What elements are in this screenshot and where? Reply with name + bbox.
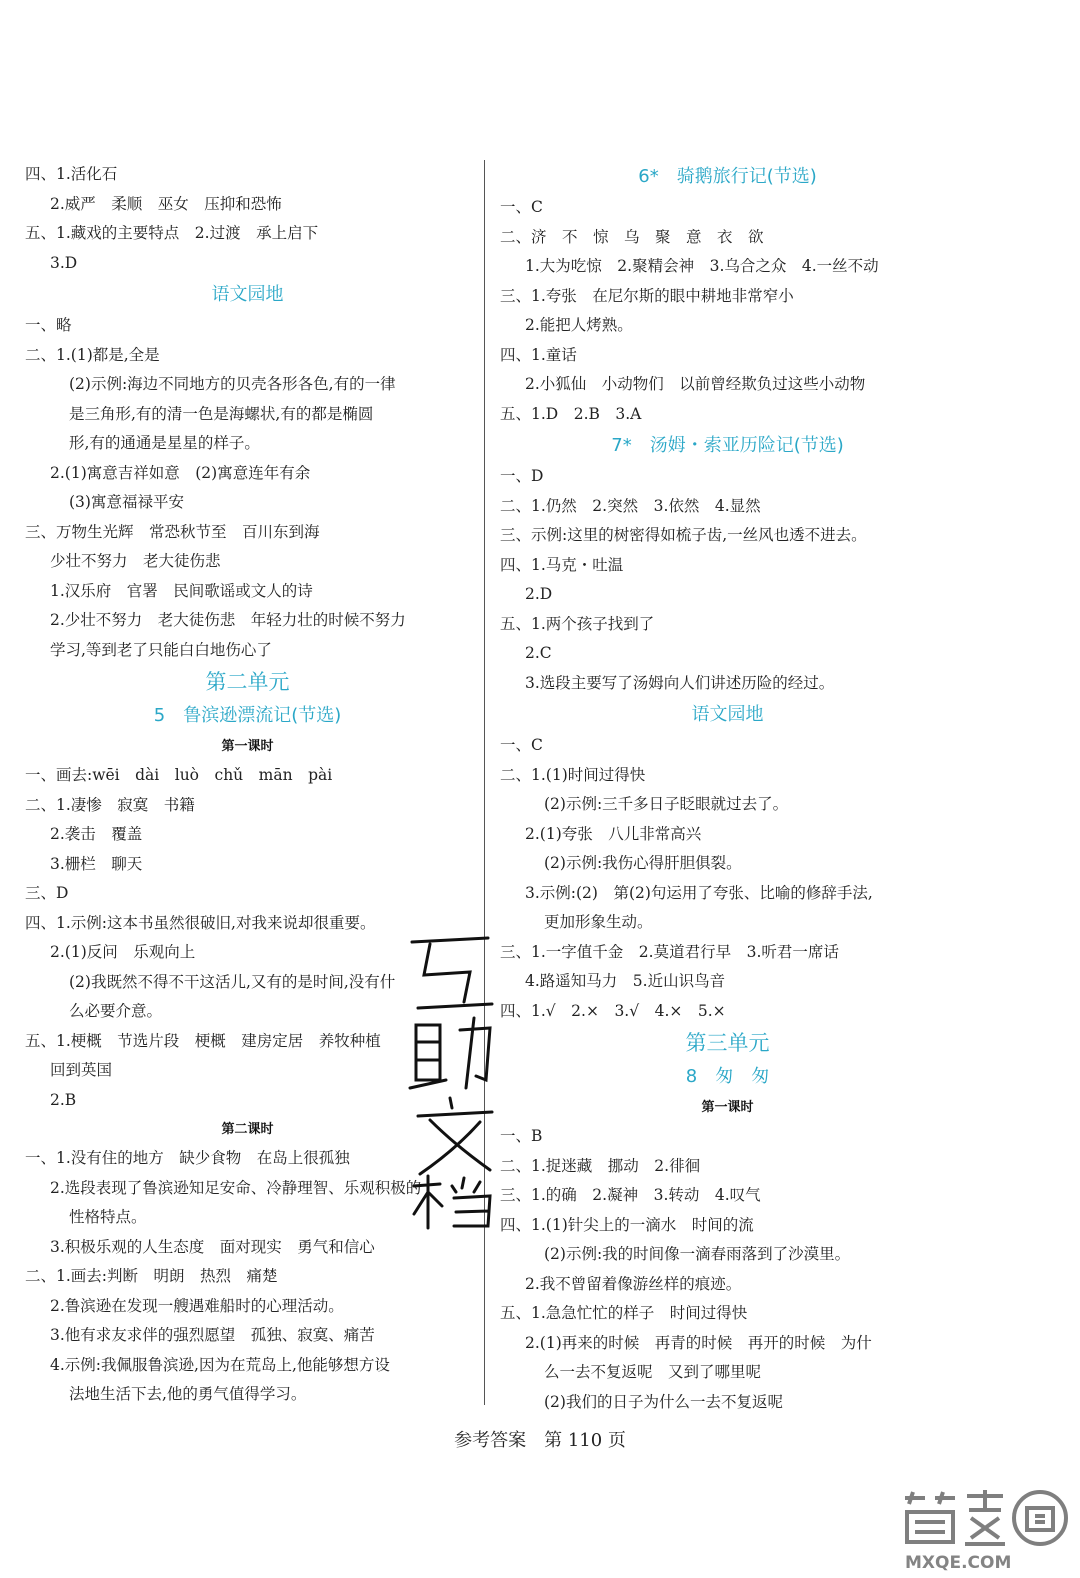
left-answer-line: 一、略 [25, 316, 72, 334]
left-answer-line: 五、1.藏戏的主要特点 2.过渡 承上启下 [25, 224, 319, 242]
left-section-heading: 语文园地 [211, 284, 284, 305]
right-answer-line: 五、1.急急忙忙的样子 时间过得快 [500, 1304, 748, 1322]
right-answer-line: 二、1.(1)时间过得快 [500, 765, 646, 784]
left-answer-line: 是三角形,有的清一色是海螺状,有的都是椭圆 [69, 404, 374, 423]
left-answer-line: 二、1.凄惨 寂寞 书籍 [25, 795, 195, 814]
right-answer-line: 四、1.√ 2.× 3.√ 4.× 5.× [500, 1001, 726, 1020]
right-answer-line: 2.我不曾留着像游丝样的痕迹。 [525, 1274, 742, 1293]
left-answer-line: 性格特点。 [69, 1208, 147, 1226]
left-answer-line: 三、D [25, 884, 69, 902]
right-section-heading: 7* 汤姆・索亚历险记(节选) [611, 435, 844, 456]
right-answer-line: 更加形象生动。 [544, 913, 653, 931]
right-answer-line: 三、1.一字值千金 2.莫道君行早 3.听君一席话 [500, 942, 839, 961]
left-section-heading: 第二单元 [205, 670, 290, 694]
left-answer-line: 二、1.画去:判断 明朗 热烈 痛楚 [25, 1267, 278, 1285]
right-answer-line: (2)我们的日子为什么一去不复返呢 [544, 1392, 783, 1411]
left-answer-line: 五、1.梗概 节选片段 梗概 建房定居 养牧种植 [25, 1031, 381, 1050]
left-answer-line: 四、1.活化石 [25, 165, 118, 183]
left-answer-line: 2.鲁滨逊在发现一艘遇难船时的心理活动。 [50, 1296, 344, 1315]
right-answer-line: 2.D [525, 585, 553, 603]
right-answer-line: 二、济 不 惊 乌 聚 意 衣 欲 [500, 227, 764, 246]
right-answer-line: 3.示例:(2) 第(2)句运用了夸张、比喻的修辞手法, [525, 883, 873, 902]
left-answer-line: 么必要介意。 [69, 1002, 163, 1020]
right-answer-line: 一、D [500, 467, 544, 485]
right-answer-line: 四、1.马克・吐温 [500, 555, 624, 574]
right-answer-line: (2)示例:我的时间像一滴春雨落到了沙漠里。 [544, 1245, 851, 1263]
right-answer-line: 二、1.仍然 2.突然 3.依然 4.显然 [500, 496, 761, 515]
answer-circle-logo [895, 1488, 1075, 1573]
right-answer-line: 3.选段主要写了汤姆向人们讲述历险的经过。 [525, 673, 835, 692]
left-answer-line: 2.少壮不努力 老大徒伤悲 年轻力壮的时候不努力 [50, 611, 406, 629]
left-answer-line: 一、画去:wēi dài luò chǔ mān pài [25, 766, 333, 784]
left-answer-line: 一、1.没有住的地方 缺少食物 在岛上很孤独 [25, 1149, 350, 1167]
right-answer-line: (2)示例:三千多日子眨眼就过去了。 [544, 795, 789, 813]
right-answer-line: 么一去不复返呢 又到了哪里呢 [544, 1363, 762, 1381]
left-answer-line: 1.汉乐府 官署 民间歌谣或文人的诗 [50, 581, 313, 600]
right-section-heading: 语文园地 [691, 704, 764, 725]
right-answer-line: 一、B [500, 1127, 543, 1145]
left-section-heading: 5 鲁滨逊漂流记(节选) [153, 705, 342, 726]
right-section-heading: 6* 骑鹅旅行记(节选) [638, 166, 817, 187]
page-footer: 参考答案 第 110 页 [454, 1430, 626, 1451]
left-answer-line: 2.(1)反问 乐观向上 [50, 943, 196, 961]
right-answer-line: 三、示例:这里的树密得如梳子齿,一丝风也透不进去。 [500, 526, 867, 544]
left-answer-line: 少壮不努力 老大徒伤悲 [50, 552, 221, 570]
left-answer-line: 2.B [50, 1090, 77, 1109]
right-section-heading: 8 匆 匆 [685, 1066, 770, 1087]
left-answer-line: 3.积极乐观的人生态度 面对现实 勇气和信心 [50, 1237, 375, 1256]
left-lesson-subheading: 第一课时 [221, 739, 274, 754]
left-answer-line: 法地生活下去,他的勇气值得学习。 [69, 1385, 307, 1403]
right-answer-line: 1.大为吃惊 2.聚精会神 3.乌合之众 4.一丝不动 [525, 257, 879, 275]
right-answer-line: (2)示例:我伤心得肝胆俱裂。 [544, 854, 742, 872]
left-answer-line: 回到英国 [50, 1061, 113, 1079]
left-answer-line: 三、万物生光辉 常恐秋节至 百川东到海 [25, 522, 320, 541]
left-answer-line: 2.选段表现了鲁滨逊知足安命、冷静理智、乐观积极的 [50, 1178, 422, 1197]
right-answer-line: 2.小狐仙 小动物们 以前曾经欺负过这些小动物 [525, 375, 866, 393]
left-answer-line: 2.(1)寓意吉祥如意 (2)寓意连年有余 [50, 463, 311, 482]
left-lesson-subheading: 第二课时 [221, 1122, 274, 1137]
left-answer-line: (2)示例:海边不同地方的贝壳各形各色,有的一律 [69, 375, 396, 393]
left-answer-line: 3.D [50, 253, 78, 272]
left-answer-line: (2)我既然不得不干这活儿,又有的是时间,没有什 [69, 972, 396, 991]
right-answer-line: 一、C [500, 736, 543, 754]
left-answer-line: (3)寓意福禄平安 [69, 493, 184, 511]
left-answer-line: 四、1.示例:这本书虽然很破旧,对我来说却很重要。 [25, 913, 376, 932]
right-answer-line: 2.能把人烤熟。 [525, 316, 633, 334]
right-answer-line: 四、1.(1)针尖上的一滴水 时间的流 [500, 1215, 754, 1234]
right-answer-line: 五、1.两个孩子找到了 [500, 614, 655, 633]
right-answer-line: 三、1.的确 2.凝神 3.转动 4.叹气 [500, 1186, 761, 1204]
left-answer-line: 二、1.(1)都是,全是 [25, 345, 160, 364]
right-answer-line: 一、C [500, 198, 543, 216]
logo-url: MXQE.COM [905, 1553, 1012, 1573]
right-answer-line: 二、1.捉迷藏 挪动 2.徘徊 [500, 1156, 701, 1175]
left-answer-line: 形,有的通通是星星的样子。 [69, 434, 260, 452]
left-answer-line: 3.他有求友求伴的强烈愿望 孤独、寂寞、痛苦 [50, 1326, 375, 1344]
left-answer-line: 学习,等到老了只能白白地伤心了 [50, 640, 272, 659]
left-answer-line: 4.示例:我佩服鲁滨逊,因为在荒岛上,他能够想方设 [50, 1355, 390, 1374]
left-answer-line: 2.袭击 覆盖 [50, 825, 143, 843]
right-answer-line: 四、1.童话 [500, 345, 577, 364]
right-lesson-subheading: 第一课时 [701, 1100, 754, 1115]
right-answer-line: 五、1.D 2.B 3.A [500, 404, 642, 423]
left-answer-line: 3.栅栏 聊天 [50, 854, 143, 873]
right-column [500, 160, 955, 1417]
right-answer-line: 2.(1)夸张 八儿非常高兴 [525, 824, 702, 843]
right-section-heading: 第三单元 [685, 1031, 770, 1055]
right-answer-line: 4.路遥知马力 5.近山识鸟音 [525, 972, 726, 990]
right-answer-line: 三、1.夸张 在尼尔斯的眼中耕地非常窄小 [500, 286, 794, 305]
left-answer-line: 2.威严 柔顺 巫女 压抑和恐怖 [50, 194, 282, 213]
right-answer-line: 2.C [525, 644, 552, 662]
handwritten-watermark [400, 930, 510, 1230]
right-answer-line: 2.(1)再来的时候 再青的时候 再开的时候 为什 [525, 1333, 872, 1352]
